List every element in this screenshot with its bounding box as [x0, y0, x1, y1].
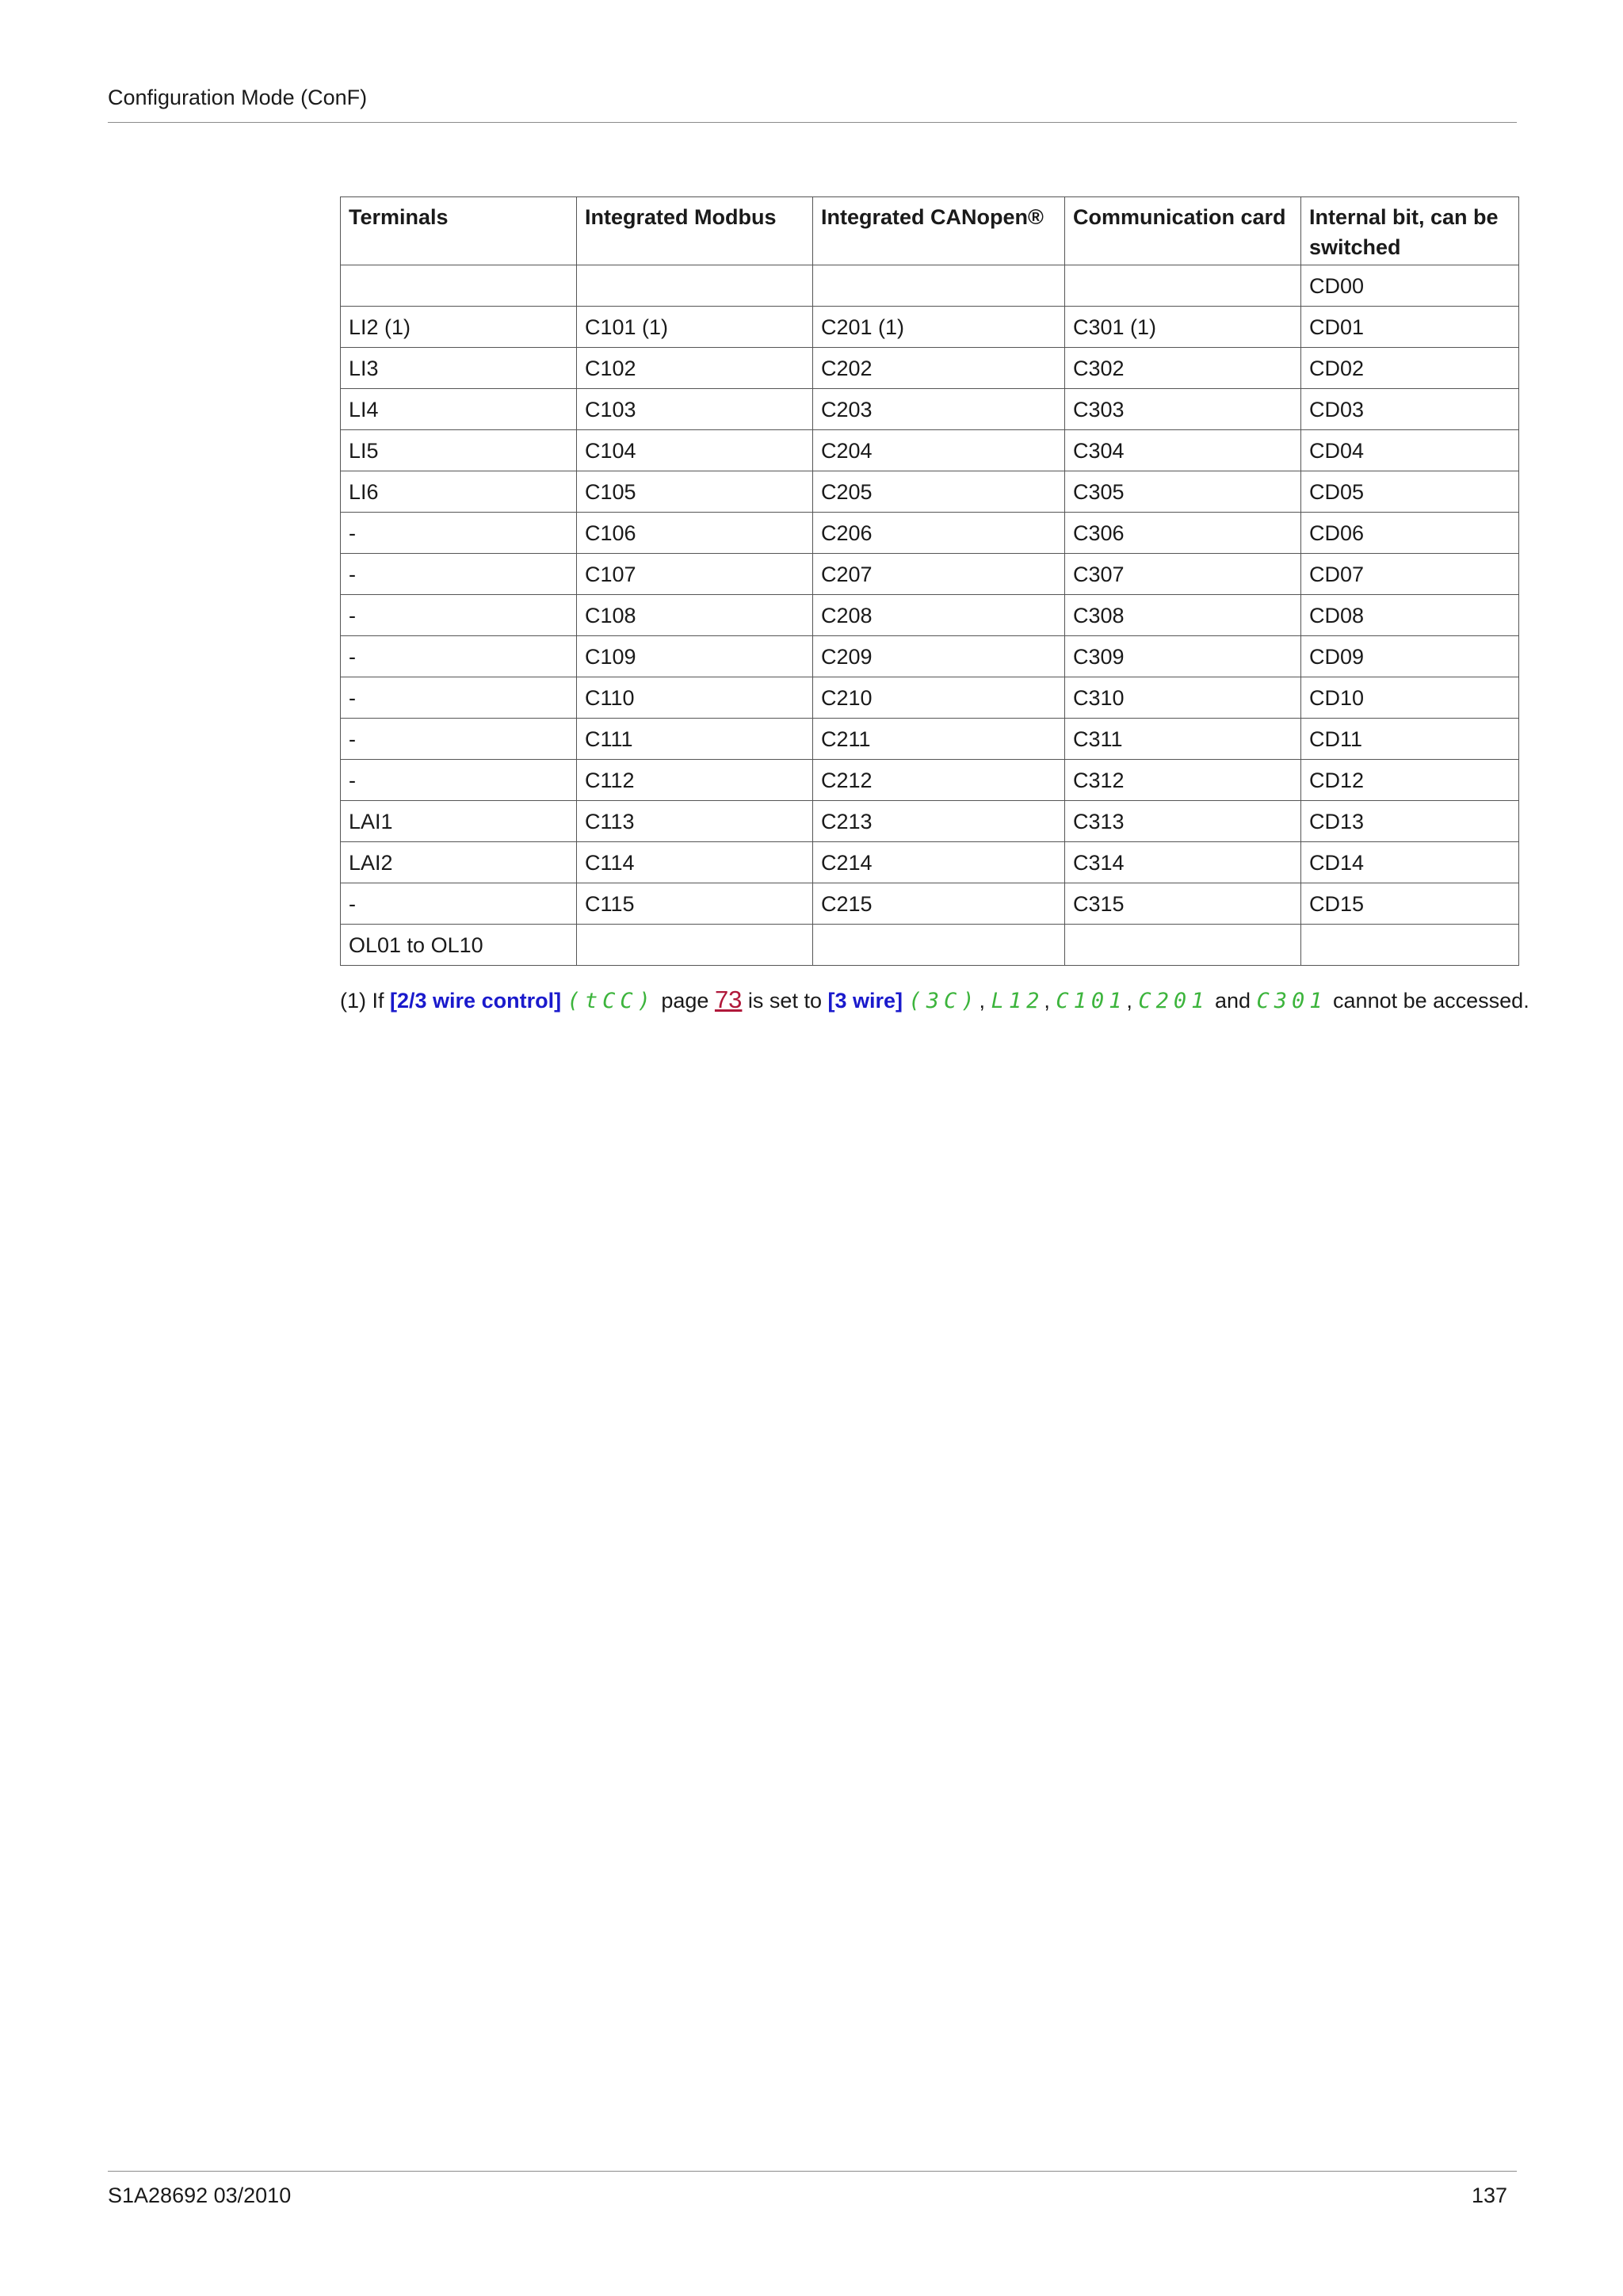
table-cell-terminals: -: [341, 513, 577, 554]
footer-doc-ref: S1A28692 03/2010: [108, 2183, 292, 2207]
table-cell-internal-bit: CD00: [1301, 265, 1519, 307]
table-cell-integrated-modbus: C110: [577, 677, 813, 719]
table-cell-terminals: LI3: [341, 348, 577, 389]
table-cell-internal-bit: CD15: [1301, 883, 1519, 925]
table-cell-communication-card: C308: [1065, 595, 1301, 636]
table-cell-communication-card: C313: [1065, 801, 1301, 842]
table-row: [341, 307, 1519, 348]
footer-divider: [108, 2171, 1517, 2172]
table-cell-integrated-canopen: C213: [813, 801, 1065, 842]
footnote-separator-2: ,: [1044, 989, 1056, 1013]
table-cell-integrated-modbus: C104: [577, 430, 813, 471]
table-cell-communication-card: C309: [1065, 636, 1301, 677]
table-cell-terminals: [341, 265, 577, 307]
footnote-and-text: and: [1209, 989, 1257, 1013]
code-l12: L12: [991, 989, 1044, 1013]
footnote: [340, 986, 1529, 1014]
table-cell-integrated-canopen: C205: [813, 471, 1065, 513]
table-cell-terminals: LI2 (1): [341, 307, 577, 348]
header-divider: [108, 122, 1517, 123]
table-cell-communication-card: [1065, 265, 1301, 307]
table-cell-integrated-canopen: C215: [813, 883, 1065, 925]
footer-page-number: 137: [1471, 2183, 1507, 2207]
footnote-page-text: page: [655, 989, 715, 1013]
table-cell-integrated-modbus: C101 (1): [577, 307, 813, 348]
table-cell-internal-bit: CD14: [1301, 842, 1519, 883]
page-header-title: Configuration Mode (ConF): [108, 86, 368, 109]
table-cell-integrated-modbus: C111: [577, 719, 813, 760]
column-header-internal-bit: Internal bit, can be switched: [1301, 197, 1519, 265]
table-cell-internal-bit: CD13: [1301, 801, 1519, 842]
table-cell-integrated-canopen: C211: [813, 719, 1065, 760]
table-cell-internal-bit: CD07: [1301, 554, 1519, 595]
table-cell-internal-bit: CD08: [1301, 595, 1519, 636]
table-cell-internal-bit: CD04: [1301, 430, 1519, 471]
table-row: [341, 348, 1519, 389]
value-name-link[interactable]: [3 wire]: [827, 989, 903, 1013]
table-cell-integrated-canopen: C208: [813, 595, 1065, 636]
table-row: [341, 513, 1519, 554]
table-cell-communication-card: C312: [1065, 760, 1301, 801]
table-cell-integrated-modbus: C114: [577, 842, 813, 883]
table-row: [341, 430, 1519, 471]
table-cell-integrated-modbus: C109: [577, 636, 813, 677]
table-row: [341, 842, 1519, 883]
table-row: [341, 389, 1519, 430]
table-cell-integrated-canopen: C203: [813, 389, 1065, 430]
param-name-link[interactable]: [2/3 wire control]: [390, 989, 562, 1013]
table-cell-internal-bit: CD10: [1301, 677, 1519, 719]
table-cell-integrated-canopen: C214: [813, 842, 1065, 883]
column-header-terminals: Terminals: [341, 197, 577, 265]
table-cell-terminals: -: [341, 595, 577, 636]
table-body: [341, 265, 1519, 966]
table-cell-integrated-canopen: C206: [813, 513, 1065, 554]
table-row: [341, 925, 1519, 966]
table-cell-integrated-modbus: C108: [577, 595, 813, 636]
table-row: [341, 760, 1519, 801]
table-row: [341, 471, 1519, 513]
table-cell-terminals: LI5: [341, 430, 577, 471]
table-row: [341, 801, 1519, 842]
table-cell-terminals: LI4: [341, 389, 577, 430]
table-cell-integrated-canopen: C207: [813, 554, 1065, 595]
table-cell-communication-card: C305: [1065, 471, 1301, 513]
table-cell-communication-card: C302: [1065, 348, 1301, 389]
table-cell-terminals: -: [341, 760, 577, 801]
table-cell-integrated-canopen: [813, 925, 1065, 966]
table-cell-internal-bit: CD09: [1301, 636, 1519, 677]
table-cell-integrated-modbus: C115: [577, 883, 813, 925]
table-row: [341, 677, 1519, 719]
table-cell-communication-card: C303: [1065, 389, 1301, 430]
table-cell-communication-card: C315: [1065, 883, 1301, 925]
table-cell-integrated-modbus: [577, 265, 813, 307]
table-row: [341, 636, 1519, 677]
table-row: [341, 265, 1519, 307]
table-cell-terminals: LAI2: [341, 842, 577, 883]
table-row: [341, 595, 1519, 636]
footnote-suffix: cannot be accessed.: [1327, 989, 1529, 1013]
column-header-integrated-canopen: Integrated CANopen®: [813, 197, 1065, 265]
footnote-separator-1: ,: [979, 989, 991, 1013]
table-cell-communication-card: C304: [1065, 430, 1301, 471]
table-cell-integrated-modbus: [577, 925, 813, 966]
table-cell-terminals: -: [341, 883, 577, 925]
table-cell-integrated-modbus: C112: [577, 760, 813, 801]
table-cell-integrated-canopen: C202: [813, 348, 1065, 389]
table-cell-internal-bit: CD01: [1301, 307, 1519, 348]
column-header-communication-card: Communication card: [1065, 197, 1301, 265]
table-cell-communication-card: C314: [1065, 842, 1301, 883]
table-cell-terminals: LI6: [341, 471, 577, 513]
table-cell-internal-bit: CD03: [1301, 389, 1519, 430]
table-cell-communication-card: [1065, 925, 1301, 966]
table-cell-communication-card: C310: [1065, 677, 1301, 719]
table-cell-integrated-modbus: C103: [577, 389, 813, 430]
code-c301: C301: [1256, 989, 1327, 1013]
code-c201: C201: [1138, 989, 1209, 1013]
table-cell-communication-card: C306: [1065, 513, 1301, 554]
table-cell-terminals: -: [341, 554, 577, 595]
table-cell-integrated-modbus: C113: [577, 801, 813, 842]
table-row: [341, 719, 1519, 760]
table-cell-internal-bit: CD06: [1301, 513, 1519, 554]
table-cell-integrated-modbus: C105: [577, 471, 813, 513]
table-cell-terminals: -: [341, 636, 577, 677]
table-cell-internal-bit: CD02: [1301, 348, 1519, 389]
table-cell-integrated-canopen: C212: [813, 760, 1065, 801]
column-header-integrated-modbus: Integrated Modbus: [577, 197, 813, 265]
table-cell-terminals: -: [341, 677, 577, 719]
table-cell-integrated-canopen: [813, 265, 1065, 307]
table-cell-internal-bit: CD11: [1301, 719, 1519, 760]
value-code: (3C): [908, 989, 980, 1013]
param-code: (tCC): [567, 989, 655, 1013]
table-cell-integrated-canopen: C209: [813, 636, 1065, 677]
page-reference-link[interactable]: 73: [714, 986, 743, 1013]
table-cell-communication-card: C301 (1): [1065, 307, 1301, 348]
table-cell-integrated-modbus: C107: [577, 554, 813, 595]
table-cell-terminals: OL01 to OL10: [341, 925, 577, 966]
table-cell-internal-bit: CD12: [1301, 760, 1519, 801]
table-header-row: [341, 197, 1519, 265]
io-mapping-table: [340, 196, 1519, 966]
code-c101: C101: [1056, 989, 1127, 1013]
table-cell-internal-bit: [1301, 925, 1519, 966]
table-cell-terminals: -: [341, 719, 577, 760]
table-row: [341, 554, 1519, 595]
table-cell-communication-card: C311: [1065, 719, 1301, 760]
table-cell-internal-bit: CD05: [1301, 471, 1519, 513]
footnote-prefix: (1) If: [340, 989, 391, 1013]
table-cell-communication-card: C307: [1065, 554, 1301, 595]
table-cell-terminals: LAI1: [341, 801, 577, 842]
table-cell-integrated-canopen: C201 (1): [813, 307, 1065, 348]
table-cell-integrated-canopen: C210: [813, 677, 1065, 719]
table-cell-integrated-modbus: C102: [577, 348, 813, 389]
footnote-set-text: is set to: [742, 989, 828, 1013]
footnote-separator-3: ,: [1126, 989, 1139, 1013]
table-cell-integrated-canopen: C204: [813, 430, 1065, 471]
table-row: [341, 883, 1519, 925]
table-cell-integrated-modbus: C106: [577, 513, 813, 554]
